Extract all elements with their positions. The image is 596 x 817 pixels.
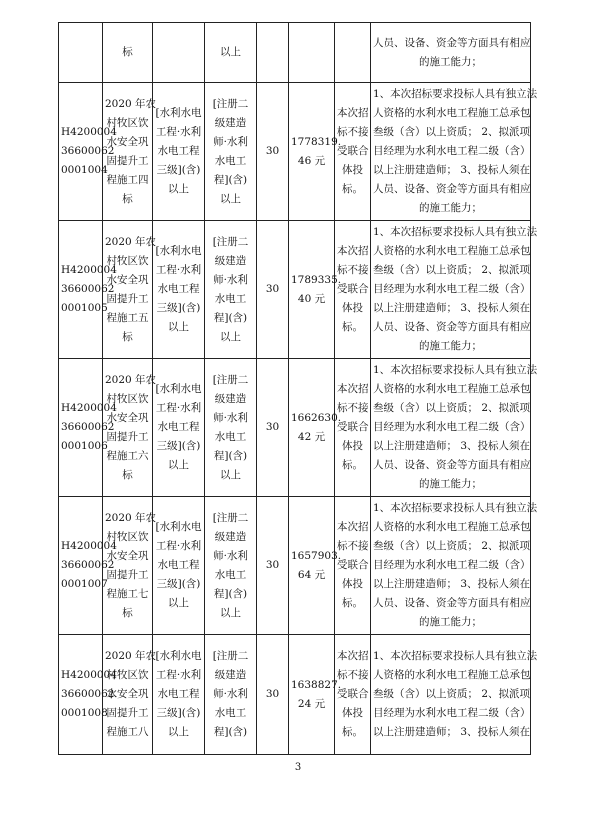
requirements-line: 人资格的水利水电工程施工总承包 xyxy=(373,521,531,533)
code-line: 36600062 xyxy=(61,688,115,700)
joint-bid-cell xyxy=(335,497,371,635)
requirements-cell xyxy=(371,83,538,221)
joint-bid-line: 受联合 xyxy=(337,421,369,433)
qualification-line: 三级](含) xyxy=(156,578,201,590)
code-line: H4200004 xyxy=(61,540,117,552)
requirements-line: 的施工能力； xyxy=(419,616,482,628)
requirements-line: 人资格的水利水电工程施工总承包 xyxy=(373,245,531,257)
requirements-line: 叁级（含）以上资质； 2、拟派项 xyxy=(373,540,531,552)
name-line: 程施工四 xyxy=(106,173,149,186)
name-line: 村牧区饮 xyxy=(106,254,149,267)
requirements-line: 人资格的水利水电工程施工总承包 xyxy=(373,383,531,395)
project-manager-line: 师·水利 xyxy=(213,688,248,700)
qualification-line: 工程·水利 xyxy=(155,264,202,276)
duration-value: 30 xyxy=(265,688,280,700)
qualification-line: 以上 xyxy=(168,726,189,738)
project-manager-cell xyxy=(205,221,257,359)
name-line: 程施工六 xyxy=(106,449,149,462)
name-line: 固提升工 xyxy=(106,154,149,167)
joint-bid-line: 本次招 xyxy=(337,650,369,662)
joint-bid-line: 本次招 xyxy=(337,245,369,257)
name-line: 标 xyxy=(122,192,133,205)
requirements-line: 的施工能力； xyxy=(419,478,482,490)
name-line: 标 xyxy=(122,606,133,619)
joint-bid-cell xyxy=(335,635,371,755)
duration-cell xyxy=(257,497,289,635)
table-row xyxy=(59,359,531,497)
joint-bid-cell xyxy=(335,221,371,359)
joint-bid-line: 本次招 xyxy=(337,521,369,533)
duration-value: 30 xyxy=(265,421,280,433)
requirements-cell xyxy=(371,497,538,635)
code-cell xyxy=(59,497,117,635)
page-number: 3 xyxy=(294,762,302,773)
project-manager-line: 程](含) xyxy=(213,587,248,600)
requirements-line: 目经理为水利水电工程二级（含） xyxy=(373,559,531,571)
requirements-line: 以上注册建造师； 3、投标人须在 xyxy=(373,302,531,314)
joint-bid-line: 体投 xyxy=(342,440,363,452)
name-line: 程施工五 xyxy=(106,311,149,324)
price-cell xyxy=(289,359,342,497)
requirements-line: 人员、设备、资金等方面具有相应 xyxy=(373,459,531,471)
code-line: H4200004 xyxy=(61,264,117,276)
bid-section-table xyxy=(58,22,538,755)
price-line: 1789335. xyxy=(291,273,342,286)
name-line: 2020 年农 xyxy=(105,511,157,524)
joint-bid-line: 体投 xyxy=(342,578,363,590)
table-row xyxy=(59,23,531,83)
project-manager-line: 水电工 xyxy=(214,292,247,305)
qualification-line: 三级](含) xyxy=(156,440,201,452)
qualification-cell xyxy=(153,635,205,755)
table-row xyxy=(59,497,531,635)
qualification-line: 水电工程 xyxy=(157,559,200,571)
price-line: 46 元 xyxy=(297,154,326,167)
joint-bid-line: 受联合 xyxy=(337,283,369,295)
qualification-line: 以上 xyxy=(168,597,189,609)
project-manager-cell xyxy=(205,635,257,755)
requirements-line: 1、本次招标要求投标人具有独立法 xyxy=(373,364,538,376)
joint-bid-line: 受联合 xyxy=(337,145,369,157)
code-cell xyxy=(59,635,117,755)
qualification-line: 三级](含) xyxy=(156,302,201,314)
joint-bid-line: 受联合 xyxy=(337,688,369,700)
price-line: 1657903. xyxy=(291,549,342,562)
name-line: 固提升工 xyxy=(106,292,149,305)
name-cell xyxy=(103,497,157,635)
project-manager-line: [注册二 xyxy=(212,373,249,386)
project-manager-line: 级建造 xyxy=(214,669,247,681)
duration-cell xyxy=(257,635,289,755)
requirements-line: 叁级（含）以上资质； 2、拟派项 xyxy=(373,264,531,276)
price-line: 42 元 xyxy=(297,430,326,443)
requirements-line: 以上注册建造师； 3、投标人须在 xyxy=(373,164,531,176)
price-cell xyxy=(289,83,342,221)
project-manager-line: 师·水利 xyxy=(213,411,248,424)
code-cell xyxy=(59,359,117,497)
joint-bid-line: 体投 xyxy=(342,302,363,314)
requirements-line: 叁级（含）以上资质； 2、拟派项 xyxy=(373,688,531,700)
name-line: 水安全巩 xyxy=(106,688,149,700)
requirements-line: 以上注册建造师； 3、投标人须在 xyxy=(373,726,531,738)
code-cell xyxy=(59,221,117,359)
joint-bid-line: 标不接 xyxy=(337,264,369,276)
name-cell: 标 xyxy=(103,23,153,83)
joint-bid-cell xyxy=(335,23,371,83)
joint-bid-line: 体投 xyxy=(342,707,363,719)
qualification-line: 三级](含) xyxy=(156,707,201,719)
name-line: 水安全巩 xyxy=(106,273,149,286)
requirements-line: 人员、设备、资金等方面具有相应 xyxy=(373,183,531,195)
table-row xyxy=(59,635,531,755)
code-line: 0001007 xyxy=(61,578,108,590)
code-line: 36600062 xyxy=(61,421,115,433)
qualification-line: 以上 xyxy=(168,183,189,195)
qualification-cell xyxy=(153,23,205,83)
qualification-line: [水利水电 xyxy=(155,383,202,395)
joint-bid-line: 标。 xyxy=(342,183,363,195)
project-manager-line: 以上 xyxy=(220,468,241,481)
qualification-line: 以上 xyxy=(168,459,189,471)
name-line: 固提升工 xyxy=(106,430,149,443)
name-line: 村牧区饮 xyxy=(106,669,149,681)
code-line: H4200004 xyxy=(61,126,117,138)
name-line: 2020 年农 xyxy=(105,97,157,110)
qualification-line: 工程·水利 xyxy=(155,540,202,552)
duration-cell xyxy=(257,221,289,359)
price-line: 1662630. xyxy=(291,411,342,424)
requirements-cell xyxy=(371,359,538,497)
price-cell xyxy=(289,635,342,755)
name-line: 村牧区饮 xyxy=(106,530,149,543)
table-row xyxy=(59,221,531,359)
joint-bid-line: 受联合 xyxy=(337,559,369,571)
requirements-line: 叁级（含）以上资质； 2、拟派项 xyxy=(373,402,531,414)
requirements-cell xyxy=(371,635,538,755)
requirements-line: 人资格的水利水电工程施工总承包 xyxy=(373,669,531,681)
name-line: 标 xyxy=(122,330,133,343)
name-line: 2020 年农 xyxy=(105,373,157,386)
joint-bid-line: 标。 xyxy=(342,459,363,471)
project-manager-line: 级建造 xyxy=(214,530,247,543)
name-line: 水安全巩 xyxy=(106,411,149,424)
name-line: 程施工七 xyxy=(106,587,149,600)
joint-bid-line: 标不接 xyxy=(337,540,369,552)
requirements-line: 以上注册建造师； 3、投标人须在 xyxy=(373,578,531,590)
qualification-line: [水利水电 xyxy=(155,107,202,119)
code-line: 36600062 xyxy=(61,559,115,571)
project-manager-line: 以上 xyxy=(220,606,241,619)
project-manager-line: [注册二 xyxy=(212,650,249,662)
qualification-line: [水利水电 xyxy=(155,650,202,662)
qualification-line: 水电工程 xyxy=(157,145,200,157)
project-manager-line: 水电工 xyxy=(214,707,247,719)
qualification-line: 工程·水利 xyxy=(155,669,202,681)
qualification-line: 三级](含) xyxy=(156,164,201,176)
code-line: 0001008 xyxy=(61,707,108,719)
qualification-line: 水电工程 xyxy=(157,421,200,433)
name-cell xyxy=(103,635,157,755)
project-manager-line: 师·水利 xyxy=(213,549,248,562)
code-line: H4200004 xyxy=(61,669,117,681)
joint-bid-line: 体投 xyxy=(342,164,363,176)
requirements-cell xyxy=(371,221,538,359)
price-line: 1638827. xyxy=(291,678,342,691)
name-line: 村牧区饮 xyxy=(106,392,149,405)
project-manager-line: 级建造 xyxy=(214,254,247,267)
project-manager-line: 水电工 xyxy=(214,430,247,443)
price-cell xyxy=(289,497,342,635)
name-line: 标 xyxy=(122,468,133,481)
price-line: 1778319. xyxy=(291,135,342,148)
name-cell xyxy=(103,83,157,221)
code-line: 36600062 xyxy=(61,145,115,157)
project-manager-line: 级建造 xyxy=(214,392,247,405)
requirements-line: 的施工能力； xyxy=(419,202,482,214)
project-manager-line: 程](含) xyxy=(213,726,248,738)
requirements-line: 叁级（含）以上资质； 2、拟派项 xyxy=(373,126,531,138)
requirements-line: 的施工能力； xyxy=(419,340,482,352)
qualification-line: [水利水电 xyxy=(155,245,202,257)
code-line: 36600062 xyxy=(61,283,115,295)
joint-bid-line: 标不接 xyxy=(337,402,369,414)
name-line: 固提升工 xyxy=(106,707,149,719)
price-cell xyxy=(289,221,342,359)
joint-bid-line: 标不接 xyxy=(337,669,369,681)
code-line: 0001006 xyxy=(61,440,108,452)
joint-bid-line: 本次招 xyxy=(337,107,369,119)
requirements-line: 目经理为水利水电工程二级（含） xyxy=(373,283,531,295)
qualification-line: 水电工程 xyxy=(157,283,200,295)
requirements-line: 目经理为水利水电工程二级（含） xyxy=(373,707,531,719)
name-line: 程施工八 xyxy=(106,726,149,738)
joint-bid-line: 标。 xyxy=(342,726,363,738)
project-manager-cell xyxy=(205,359,257,497)
name-cell xyxy=(103,221,157,359)
duration-value: 30 xyxy=(265,283,280,295)
duration-value: 30 xyxy=(265,559,280,571)
project-manager-line: 程](含) xyxy=(213,449,248,462)
qualification-cell xyxy=(153,359,205,497)
code-line: 0001005 xyxy=(61,302,108,314)
requirements-line: 1、本次招标要求投标人具有独立法 xyxy=(373,650,538,662)
duration-cell xyxy=(257,83,289,221)
code-cell xyxy=(59,23,103,83)
name-line: 2020 年农 xyxy=(105,650,157,662)
table-row xyxy=(59,83,531,221)
project-manager-line: 水电工 xyxy=(214,568,247,581)
requirements-line: 目经理为水利水电工程二级（含） xyxy=(373,421,531,433)
project-manager-line: 师·水利 xyxy=(213,135,248,148)
price-line: 24 元 xyxy=(297,697,326,710)
joint-bid-cell xyxy=(335,359,371,497)
name-line: 固提升工 xyxy=(106,568,149,581)
joint-bid-line: 本次招 xyxy=(337,383,369,395)
joint-bid-line: 标。 xyxy=(342,321,363,333)
requirements-line: 目经理为水利水电工程二级（含） xyxy=(373,145,531,157)
joint-bid-cell xyxy=(335,83,371,221)
qualification-cell xyxy=(153,221,205,359)
project-manager-line: [注册二 xyxy=(212,235,249,248)
requirements-line: 人员、设备、资金等方面具有相应 xyxy=(373,321,531,333)
project-manager-line: 以上 xyxy=(220,192,241,205)
project-manager-line: 级建造 xyxy=(214,116,247,129)
requirements-line: 人资格的水利水电工程施工总承包 xyxy=(373,107,531,119)
price-cell xyxy=(289,23,335,83)
joint-bid-line: 标。 xyxy=(342,597,363,609)
project-manager-cell xyxy=(205,83,257,221)
requirements-line: 1、本次招标要求投标人具有独立法 xyxy=(373,226,538,238)
name-line: 2020 年农 xyxy=(105,235,157,248)
price-line: 40 元 xyxy=(297,292,326,305)
project-manager-line: 程](含) xyxy=(213,173,248,186)
qualification-cell xyxy=(153,497,205,635)
code-line: H4200004 xyxy=(61,402,117,414)
project-manager-line: 师·水利 xyxy=(213,273,248,286)
duration-value: 30 xyxy=(265,145,280,157)
qualification-line: [水利水电 xyxy=(155,521,202,533)
project-manager-cell: 以上 xyxy=(205,23,257,83)
project-manager-cell xyxy=(205,497,257,635)
project-manager-line: [注册二 xyxy=(212,511,249,524)
duration-cell xyxy=(257,23,289,83)
qualification-line: 以上 xyxy=(168,321,189,333)
name-line: 村牧区饮 xyxy=(106,116,149,129)
project-manager-line: 以上 xyxy=(220,330,241,343)
requirements-line: 1、本次招标要求投标人具有独立法 xyxy=(373,502,538,514)
project-manager-line: 程](含) xyxy=(213,311,248,324)
requirements-line: 1、本次招标要求投标人具有独立法 xyxy=(373,88,538,100)
qualification-line: 工程·水利 xyxy=(155,402,202,414)
joint-bid-line: 标不接 xyxy=(337,126,369,138)
requirements-cell: 人员、设备、资金等方面具有相应 的施工能力； xyxy=(371,23,531,83)
code-line: 0001004 xyxy=(61,164,108,176)
qualification-cell xyxy=(153,83,205,221)
qualification-line: 工程·水利 xyxy=(155,126,202,138)
requirements-line: 人员、设备、资金等方面具有相应 xyxy=(373,597,531,609)
price-line: 64 元 xyxy=(297,568,326,581)
requirements-line: 以上注册建造师； 3、投标人须在 xyxy=(373,440,531,452)
project-manager-line: [注册二 xyxy=(212,97,249,110)
name-line: 水安全巩 xyxy=(106,549,149,562)
name-line: 水安全巩 xyxy=(106,135,149,148)
duration-cell xyxy=(257,359,289,497)
code-cell xyxy=(59,83,117,221)
name-cell xyxy=(103,359,157,497)
project-manager-line: 水电工 xyxy=(214,154,247,167)
qualification-line: 水电工程 xyxy=(157,688,200,700)
